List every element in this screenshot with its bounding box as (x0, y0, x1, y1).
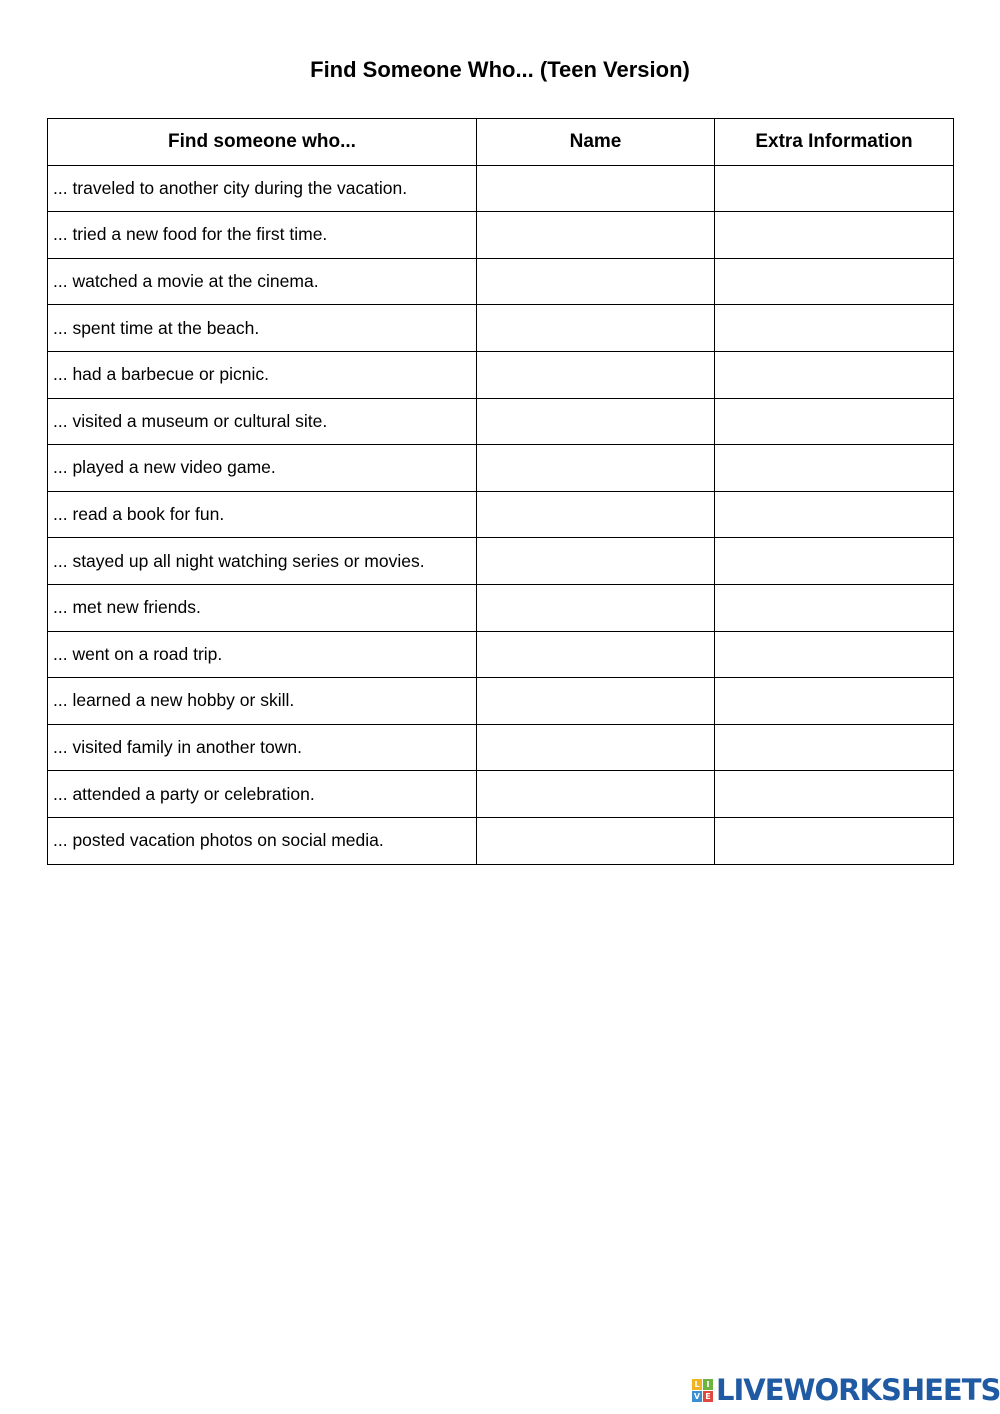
extra-information-cell[interactable] (715, 538, 954, 585)
prompt-cell: ... attended a party or celebration. (48, 771, 477, 818)
extra-information-cell[interactable] (715, 817, 954, 864)
liveworksheets-logo (692, 1374, 1000, 1406)
table-row (48, 305, 954, 352)
name-cell[interactable] (477, 445, 715, 492)
table-row (48, 538, 954, 585)
table-row (48, 817, 954, 864)
logo-mark-square: I (703, 1379, 713, 1390)
table-row (48, 351, 954, 398)
header-extra-information: Extra Information (715, 119, 954, 166)
table-row (48, 212, 954, 259)
name-cell[interactable] (477, 817, 715, 864)
prompt-cell: ... played a new video game. (48, 445, 477, 492)
extra-information-cell[interactable] (715, 678, 954, 725)
prompt-cell: ... traveled to another city during the vacation. (48, 165, 477, 212)
name-cell[interactable] (477, 584, 715, 631)
name-cell[interactable] (477, 398, 715, 445)
extra-information-cell[interactable] (715, 351, 954, 398)
name-cell[interactable] (477, 771, 715, 818)
prompt-cell: ... stayed up all night watching series or movies. (48, 538, 477, 585)
table-row (48, 678, 954, 725)
name-cell[interactable] (477, 631, 715, 678)
liveworksheets-logo-mark (692, 1379, 713, 1402)
name-cell[interactable] (477, 724, 715, 771)
table-row (48, 771, 954, 818)
prompt-cell: ... visited a museum or cultural site. (48, 398, 477, 445)
prompt-cell: ... tried a new food for the first time. (48, 212, 477, 259)
table-row (48, 398, 954, 445)
extra-information-cell[interactable] (715, 398, 954, 445)
prompt-cell: ... learned a new hobby or skill. (48, 678, 477, 725)
liveworksheets-logo-text: LIVEWORKSHEETS (716, 1373, 1000, 1407)
extra-information-cell[interactable] (715, 258, 954, 305)
name-cell[interactable] (477, 212, 715, 259)
extra-information-cell[interactable] (715, 165, 954, 212)
prompt-cell: ... went on a road trip. (48, 631, 477, 678)
header-find-someone-who: Find someone who... (48, 119, 477, 166)
extra-information-cell[interactable] (715, 771, 954, 818)
page-title: Find Someone Who... (Teen Version) (310, 57, 690, 82)
header-name: Name (477, 119, 715, 166)
extra-information-cell[interactable] (715, 724, 954, 771)
table-row (48, 584, 954, 631)
prompt-cell: ... visited family in another town. (48, 724, 477, 771)
name-cell[interactable] (477, 165, 715, 212)
name-cell[interactable] (477, 258, 715, 305)
table-row (48, 445, 954, 492)
extra-information-cell[interactable] (715, 445, 954, 492)
extra-information-cell[interactable] (715, 584, 954, 631)
table-row (48, 631, 954, 678)
logo-mark-square: E (703, 1391, 713, 1402)
table-row (48, 724, 954, 771)
name-cell[interactable] (477, 678, 715, 725)
name-cell[interactable] (477, 305, 715, 352)
table-row (48, 258, 954, 305)
name-cell[interactable] (477, 351, 715, 398)
prompt-cell: ... spent time at the beach. (48, 305, 477, 352)
prompt-cell: ... read a book for fun. (48, 491, 477, 538)
prompt-cell: ... had a barbecue or picnic. (48, 351, 477, 398)
logo-mark-square: V (693, 1391, 701, 1401)
table-row (48, 491, 954, 538)
table-row (48, 165, 954, 212)
extra-information-cell[interactable] (715, 491, 954, 538)
name-cell[interactable] (477, 491, 715, 538)
prompt-cell: ... posted vacation photos on social media. (48, 817, 477, 864)
prompt-cell: ... watched a movie at the cinema. (48, 258, 477, 305)
name-cell[interactable] (477, 538, 715, 585)
extra-information-cell[interactable] (715, 305, 954, 352)
extra-information-cell[interactable] (715, 212, 954, 259)
extra-information-cell[interactable] (715, 631, 954, 678)
prompt-cell: ... met new friends. (48, 584, 477, 631)
logo-mark-square: L (692, 1379, 702, 1390)
worksheet-table (47, 118, 954, 865)
table-header-row (48, 119, 954, 166)
